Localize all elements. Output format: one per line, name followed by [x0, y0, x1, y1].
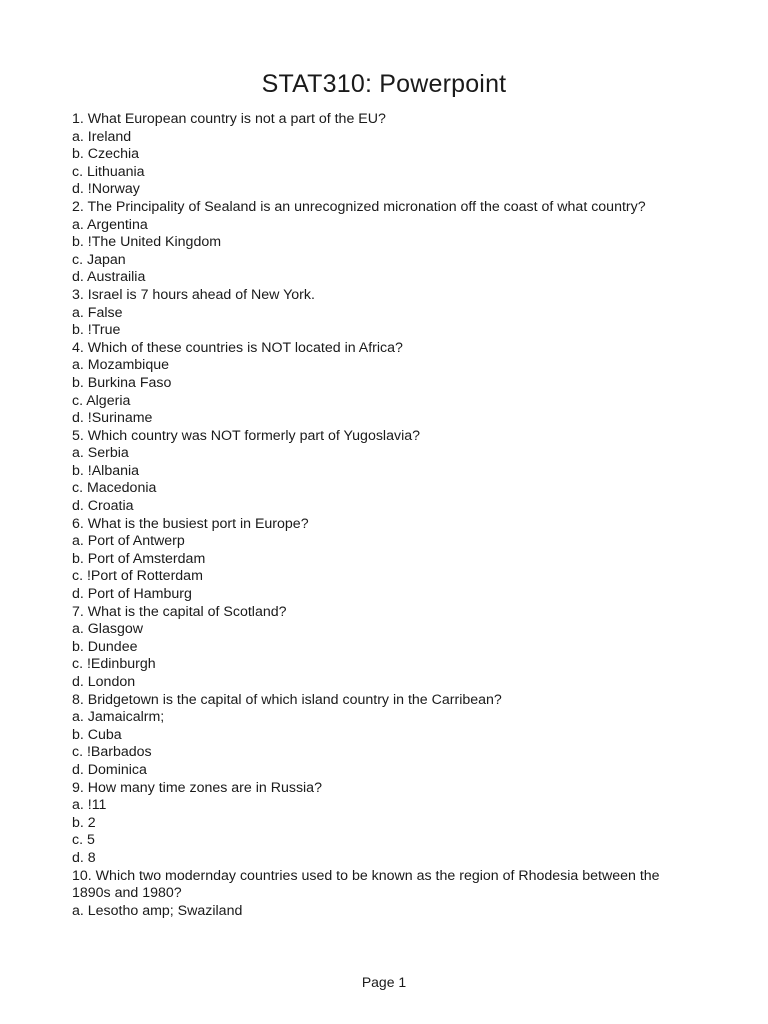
answer-option: a. Serbia [72, 445, 129, 462]
question-line: 5. Which country was NOT formerly part of Yugoslavia? [72, 427, 421, 444]
answer-option: a. !11 [72, 797, 107, 814]
answer-option: b. Port of Amsterdam [72, 550, 206, 567]
answer-option: a. Jamaicalrm; [72, 709, 165, 726]
question-line: 2. The Principality of Sealand is an unrecognized micronation off the coast of what country? [72, 198, 646, 215]
question-line: 10. Which two modernday countries used to be known as the region of Rhodesia between the 1890s and 1980? [72, 867, 660, 902]
answer-option: d. Austrailia [72, 269, 146, 286]
question-line: 9. How many time zones are in Russia? [72, 779, 322, 796]
answer-option: a. Port of Antwerp [72, 533, 185, 550]
answer-option: c. !Port of Rotterdam [72, 568, 203, 585]
question-line: 3. Israel is 7 hours ahead of New York. [72, 286, 315, 303]
answer-option: a. Glasgow [72, 621, 143, 638]
answer-option: c. Macedonia [72, 480, 157, 497]
question-line: 6. What is the busiest port in Europe? [72, 515, 309, 532]
answer-option: d. London [72, 674, 136, 690]
answer-option: a. Argentina [72, 216, 148, 233]
page-footer: Page 1 [361, 974, 407, 990]
answer-option: d. Dominica [72, 761, 147, 778]
answer-option: a. Mozambique [72, 357, 169, 374]
question-line: 8. Bridgetown is the capital of which island country in the Carribean? [72, 691, 502, 708]
question-line: 4. Which of these countries is NOT located in Africa? [72, 339, 403, 356]
answer-option: c. Lithuania [72, 163, 145, 180]
answer-option: c. !Barbados [72, 744, 152, 761]
answer-option: b. Czechia [72, 146, 140, 163]
answer-option: c. !Edinburgh [72, 656, 156, 673]
answer-option: d. Croatia [72, 498, 134, 515]
answer-option: d. !Norway [72, 181, 140, 198]
answer-option: a. Ireland [72, 128, 132, 145]
question-line: 1. What European country is not a part of the EU? [72, 111, 386, 127]
answer-option: b. 2 [72, 814, 96, 831]
answer-option: a. Lesotho amp; Swaziland [72, 902, 243, 919]
answer-option: a. False [72, 304, 123, 321]
answer-option: d. !Suriname [72, 410, 153, 427]
answer-option: c. Algeria [72, 392, 131, 409]
answer-option: b. Cuba [72, 726, 122, 743]
quiz-content [72, 111, 702, 920]
page-title: STAT310: Powerpoint [261, 70, 507, 98]
answer-option: b. Dundee [72, 638, 138, 655]
answer-option: b. !The United Kingdom [72, 234, 222, 251]
answer-option: c. Japan [72, 251, 126, 268]
answer-option: d. 8 [72, 849, 96, 866]
answer-option: b. !Albania [72, 462, 140, 479]
answer-option: c. 5 [72, 832, 95, 849]
answer-option: b. !True [72, 322, 121, 339]
answer-option: b. Burkina Faso [72, 374, 172, 391]
answer-option: d. Port of Hamburg [72, 586, 192, 603]
question-line: 7. What is the capital of Scotland? [72, 603, 287, 620]
